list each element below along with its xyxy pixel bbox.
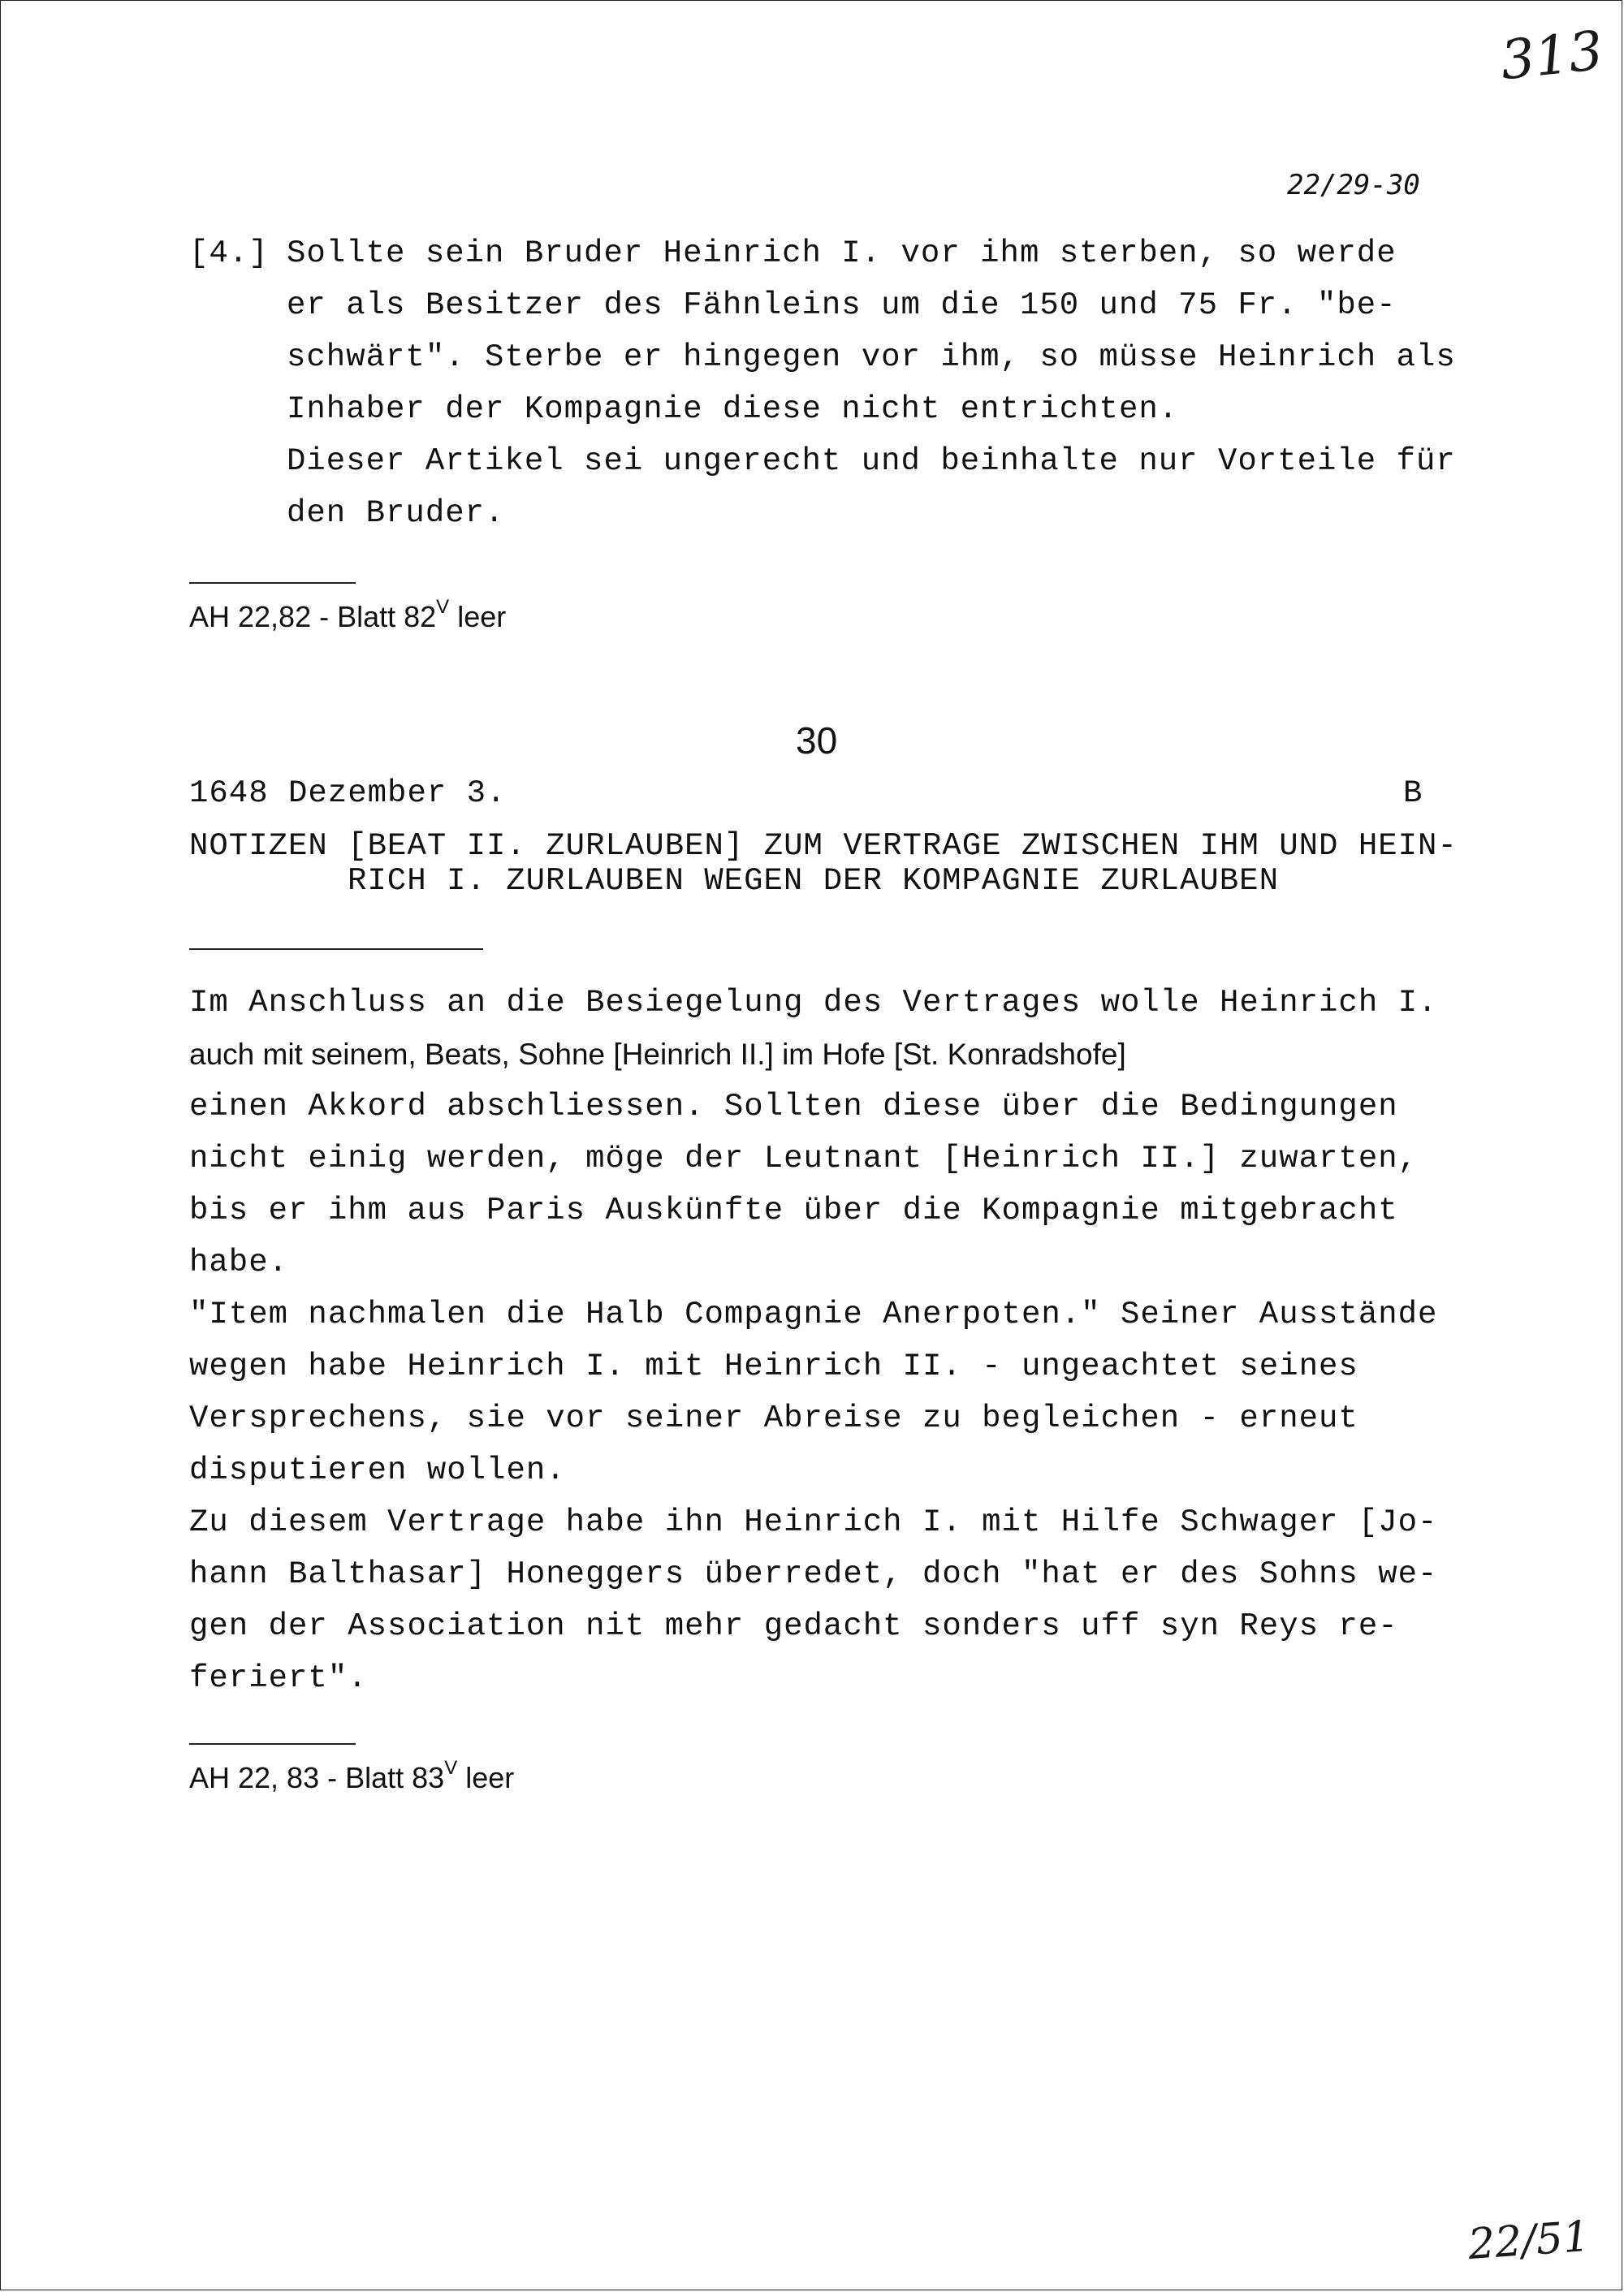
- text-line: Sollte sein Bruder Heinrich I. vor ihm sterben, so werde: [287, 235, 1397, 271]
- text-line: gen der Association nit mehr gedacht sonders uff syn Reys re-: [189, 1608, 1398, 1644]
- reference-code: 22/29-30: [1287, 169, 1420, 201]
- footnote-text: AH 22,82 - Blatt 82: [189, 600, 437, 633]
- text-line: feriert".: [189, 1660, 368, 1696]
- document-type-code: B: [1403, 775, 1423, 811]
- text-line: bis er ihm aus Paris Auskünfte über die Kompagnie mitgebracht: [189, 1193, 1398, 1228]
- document-number: 30: [796, 719, 838, 762]
- text-line: "Item nachmalen die Halb Compagnie Anerpoten." Seiner Ausstände: [189, 1297, 1438, 1332]
- text-line: auch mit seinem, Beats, Sohne [Heinrich II.] im Hofe [St. Konradshofe]: [189, 1038, 1126, 1071]
- footnote-archive-ref: [189, 1757, 515, 1795]
- document-title-line: RICH I. ZURLAUBEN WEGEN DER KOMPAGNIE ZURLAUBEN: [348, 863, 1279, 899]
- footnote-archive-ref: [189, 596, 507, 634]
- footnote-text: AH 22, 83 - Blatt 83: [189, 1761, 445, 1794]
- text-line: Inhaber der Kompagnie diese nicht entrichten.: [287, 391, 1179, 427]
- text-line: wegen habe Heinrich I. mit Heinrich II. - ungeachtet seines: [189, 1349, 1358, 1384]
- text-line: disputieren wollen.: [189, 1452, 566, 1488]
- footnote-text: leer: [449, 600, 507, 633]
- footnote-rule: [189, 582, 356, 584]
- handwritten-archive-number: 22/51: [1466, 2212, 1592, 2270]
- text-line: er als Besitzer des Fähnleins um die 150 und 75 Fr. "be-: [287, 287, 1397, 323]
- text-line: Dieser Artikel sei ungerecht und beinhalte nur Vorteile für: [287, 443, 1456, 479]
- footnote-rule: [189, 1743, 356, 1745]
- title-rule: [189, 948, 483, 950]
- handwritten-folio-number: 313: [1497, 19, 1606, 93]
- text-line: nicht einig werden, möge der Leutnant [Heinrich II.] zuwarten,: [189, 1141, 1419, 1176]
- text-line: Zu diesem Vertrage habe ihn Heinrich I. mit Hilfe Schwager [Jo-: [189, 1504, 1438, 1540]
- text-line: hann Balthasar] Honeggers überredet, doch "hat er des Sohns we-: [189, 1556, 1438, 1592]
- text-line: einen Akkord abschliessen. Sollten diese über die Bedingungen: [189, 1089, 1398, 1124]
- document-date: 1648 Dezember 3.: [189, 775, 507, 811]
- verso-marker: V: [444, 1757, 458, 1779]
- text-line: den Bruder.: [287, 495, 505, 531]
- text-line: habe.: [189, 1245, 289, 1280]
- verso-marker: V: [436, 596, 450, 618]
- text-line: schwärt". Sterbe er hingegen vor ihm, so müsse Heinrich als: [287, 339, 1456, 375]
- text-line: Versprechens, sie vor seiner Abreise zu begleichen - erneut: [189, 1401, 1358, 1436]
- footnote-text: leer: [457, 1761, 515, 1794]
- text-line: Im Anschluss an die Besiegelung des Vertrages wolle Heinrich I.: [189, 985, 1438, 1021]
- document-title-line: NOTIZEN [BEAT II. ZURLAUBEN] ZUM VERTRAGE ZWISCHEN IHM UND HEIN-: [189, 828, 1458, 864]
- item-number: [4.]: [189, 235, 269, 271]
